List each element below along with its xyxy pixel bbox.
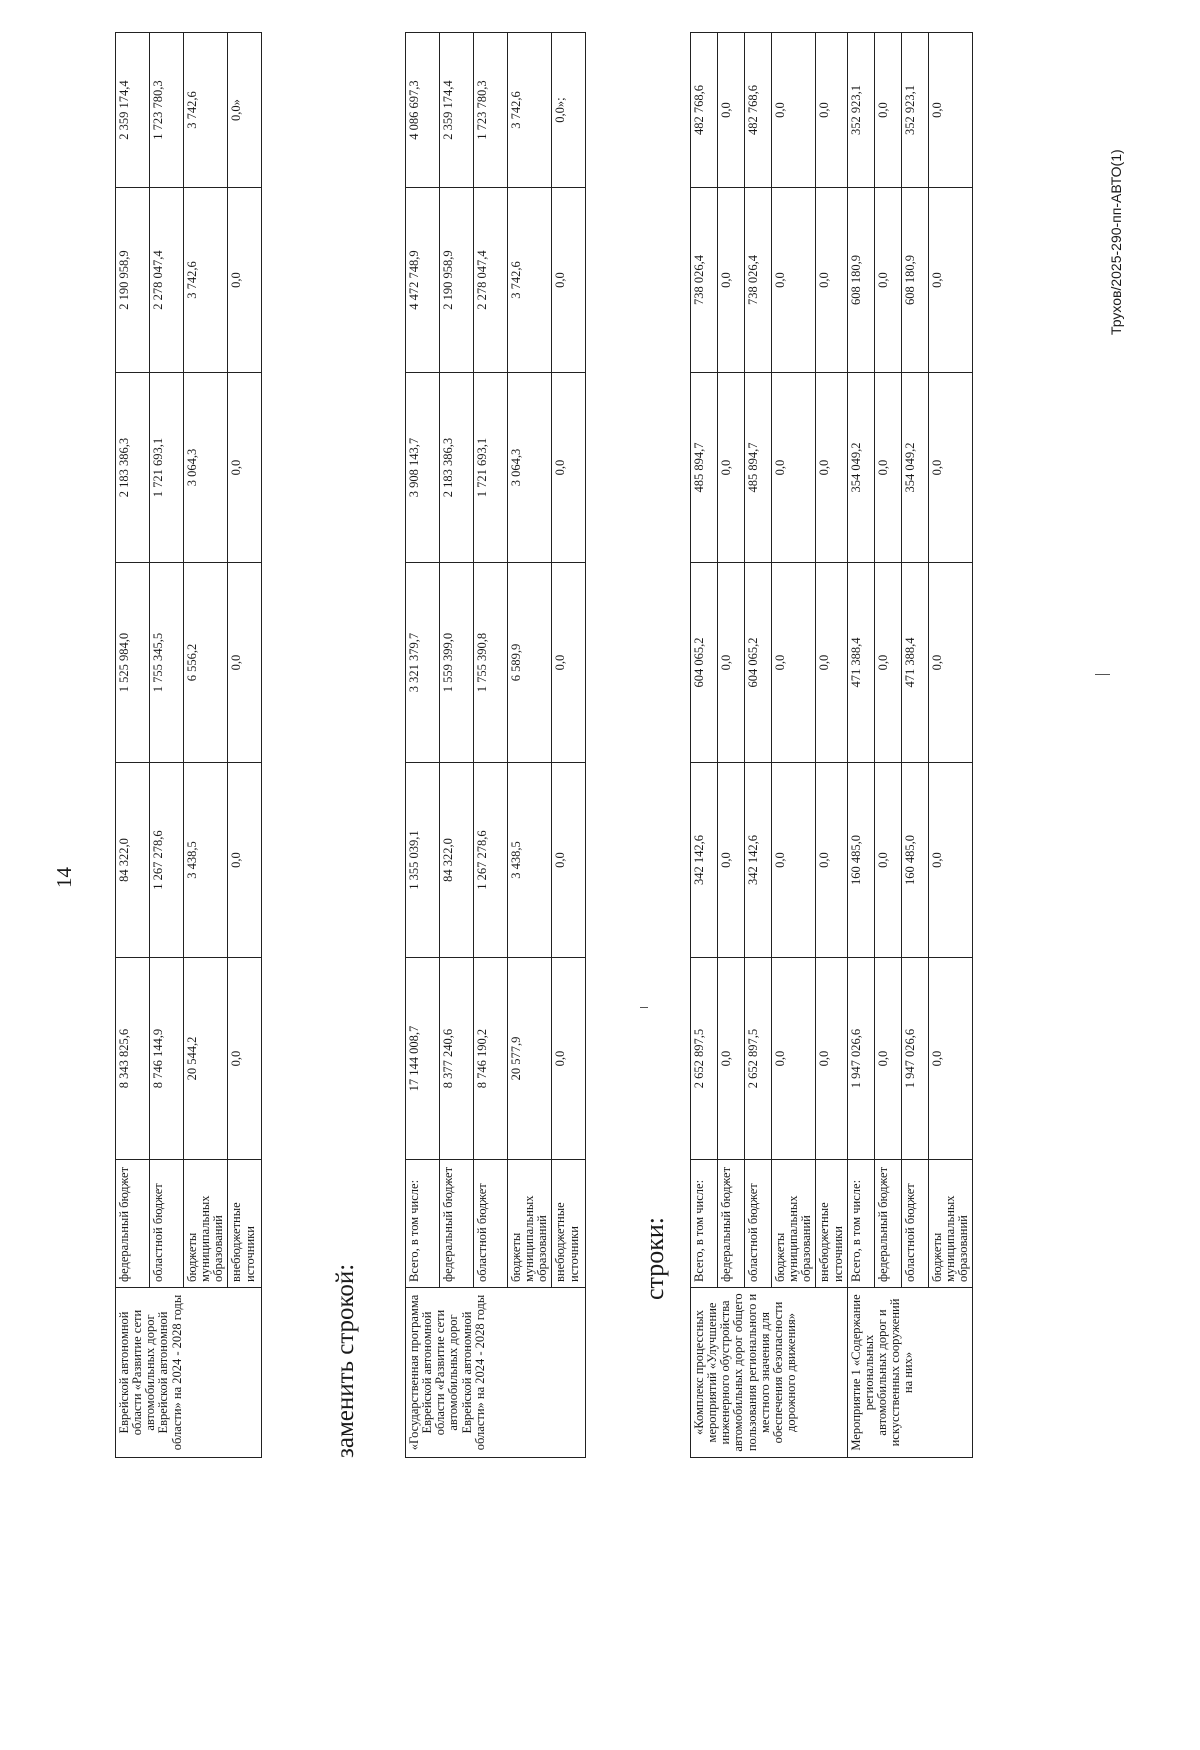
amount-cell: 0,0 (928, 763, 972, 958)
amount-cell: 2 190 958,9 (440, 188, 474, 373)
margin-mark (1095, 674, 1110, 675)
document-code: Трухов/2025-290-пп-АВТО(1) (1108, 149, 1124, 335)
amount-cell: 0,0 (816, 563, 847, 763)
table-row (406, 33, 440, 1458)
amount-cell: 1 723 780,3 (474, 33, 508, 188)
funding-source-cell: Всего, в том числе: (847, 1160, 874, 1288)
amount-cell: 0,0 (718, 373, 745, 563)
amount-cell: 342 142,6 (691, 763, 718, 958)
budget-table-new-rows (690, 32, 973, 1458)
table-row (184, 33, 228, 1458)
amount-cell: 20 544,2 (184, 958, 228, 1160)
table-row (691, 33, 718, 1458)
amount-cell: 2 359 174,4 (440, 33, 474, 188)
amount-cell: 1 525 984,0 (116, 563, 150, 763)
budget-table-previous (115, 32, 262, 1458)
amount-cell: 0,0 (928, 373, 972, 563)
amount-cell: 2 652 897,5 (691, 958, 718, 1160)
amount-cell: 0,0 (874, 373, 901, 563)
amount-cell: 0,0 (228, 188, 262, 373)
amount-cell: 3 742,6 (184, 33, 228, 188)
amount-cell: 0,0 (874, 33, 901, 188)
amount-cell: 354 049,2 (901, 373, 928, 563)
program-name-cell: «Государственная программа Еврейской автономной области «Развитие сети автомобильных дорог Еврейской автономной области» на 2024 - 2028 годы (406, 1288, 586, 1458)
margin-mark-small (640, 1007, 648, 1008)
amount-cell: 0,0 (874, 958, 901, 1160)
amount-cell: 0,0 (772, 958, 816, 1160)
amount-cell: 0,0 (552, 373, 586, 563)
funding-source-cell: областной бюджет (150, 1160, 184, 1288)
table-row (116, 33, 150, 1458)
program-name-cell: Еврейской автономной области «Развитие сети автомобильных дорог Еврейской автономной области» на 2024 - 2028 годы (116, 1288, 262, 1458)
amount-cell: 1 755 345,5 (150, 563, 184, 763)
amount-cell: 482 768,6 (691, 33, 718, 188)
amount-cell: 2 190 958,9 (116, 188, 150, 373)
amount-cell: 1 267 278,6 (474, 763, 508, 958)
funding-source-cell: федеральный бюджет (718, 1160, 745, 1288)
amount-cell: 0,0 (718, 958, 745, 1160)
amount-cell: 471 388,4 (901, 563, 928, 763)
table-row (745, 33, 772, 1458)
amount-cell: 0,0 (228, 763, 262, 958)
amount-cell: 0,0 (552, 958, 586, 1160)
program-name-cell: Мероприятие 1 «Содержание региональных автомобильных дорог и искусственных сооружений на них» (847, 1288, 972, 1458)
amount-cell: 2 278 047,4 (474, 188, 508, 373)
amount-cell: 0,0 (874, 763, 901, 958)
table-row (228, 33, 262, 1458)
amount-cell: 8 746 190,2 (474, 958, 508, 1160)
funding-source-cell: внебюджетные источники (552, 1160, 586, 1288)
amount-cell: 2 183 386,3 (116, 373, 150, 563)
funding-source-cell: федеральный бюджет (874, 1160, 901, 1288)
amount-cell: 0,0 (552, 188, 586, 373)
budget-table-replacement (405, 32, 586, 1458)
table-row (847, 33, 874, 1458)
amount-cell: 354 049,2 (847, 373, 874, 563)
funding-source-cell: федеральный бюджет (440, 1160, 474, 1288)
funding-source-cell: Всего, в том числе: (406, 1160, 440, 1288)
amount-cell: 0,0 (228, 958, 262, 1160)
amount-cell: 0,0 (552, 763, 586, 958)
amount-cell: 8 377 240,6 (440, 958, 474, 1160)
funding-source-cell: областной бюджет (745, 1160, 772, 1288)
amount-cell: 0,0 (772, 373, 816, 563)
amount-cell: 485 894,7 (745, 373, 772, 563)
amount-cell: 0,0»; (552, 33, 586, 188)
amount-cell: 0,0 (816, 188, 847, 373)
funding-source-cell: внебюджетные источники (228, 1160, 262, 1288)
amount-cell: 0,0 (928, 33, 972, 188)
amount-cell: 0,0 (816, 958, 847, 1160)
amount-cell: 0,0 (772, 563, 816, 763)
amount-cell: 0,0 (772, 763, 816, 958)
amount-cell: 0,0 (874, 563, 901, 763)
amount-cell: 3 438,5 (508, 763, 552, 958)
amount-cell: 4 086 697,3 (406, 33, 440, 188)
amount-cell: 160 485,0 (901, 763, 928, 958)
amount-cell: 3 742,6 (508, 188, 552, 373)
heading-rows: строки: (640, 1217, 669, 1300)
amount-cell: 0,0 (228, 373, 262, 563)
amount-cell: 0,0 (552, 563, 586, 763)
table-row (928, 33, 972, 1458)
program-name-cell: «Комплекс процессных мероприятий «Улучшение инженерного обустройства автомобильных дорог общего пользования регионального и местного значения для обеспечения безопасности дорожного движения» (691, 1288, 848, 1458)
amount-cell: 608 180,9 (847, 188, 874, 373)
amount-cell: 604 065,2 (691, 563, 718, 763)
amount-cell: 0,0 (718, 763, 745, 958)
table-row (901, 33, 928, 1458)
amount-cell: 6 589,9 (508, 563, 552, 763)
amount-cell: 3 908 143,7 (406, 373, 440, 563)
amount-cell: 0,0 (816, 763, 847, 958)
funding-source-cell: бюджеты муниципальных образований (508, 1160, 552, 1288)
amount-cell: 0,0 (718, 33, 745, 188)
amount-cell: 3 064,3 (508, 373, 552, 563)
amount-cell: 738 026,4 (691, 188, 718, 373)
funding-source-cell: бюджеты муниципальных образований (928, 1160, 972, 1288)
amount-cell: 4 472 748,9 (406, 188, 440, 373)
amount-cell: 2 359 174,4 (116, 33, 150, 188)
amount-cell: 2 183 386,3 (440, 373, 474, 563)
amount-cell: 1 355 039,1 (406, 763, 440, 958)
amount-cell: 17 144 008,7 (406, 958, 440, 1160)
amount-cell: 0,0 (874, 188, 901, 373)
table-row (474, 33, 508, 1458)
table-row (440, 33, 474, 1458)
amount-cell: 1 559 399,0 (440, 563, 474, 763)
amount-cell: 8 343 825,6 (116, 958, 150, 1160)
amount-cell: 2 652 897,5 (745, 958, 772, 1160)
funding-source-cell: федеральный бюджет (116, 1160, 150, 1288)
amount-cell: 0,0 (228, 563, 262, 763)
amount-cell: 608 180,9 (901, 188, 928, 373)
amount-cell: 1 947 026,6 (847, 958, 874, 1160)
amount-cell: 352 923,1 (901, 33, 928, 188)
table-row (772, 33, 816, 1458)
amount-cell: 0,0 (718, 188, 745, 373)
amount-cell: 1 723 780,3 (150, 33, 184, 188)
amount-cell: 3 438,5 (184, 763, 228, 958)
amount-cell: 0,0 (816, 33, 847, 188)
amount-cell: 3 742,6 (184, 188, 228, 373)
amount-cell: 8 746 144,9 (150, 958, 184, 1160)
amount-cell: 352 923,1 (847, 33, 874, 188)
amount-cell: 342 142,6 (745, 763, 772, 958)
amount-cell: 6 556,2 (184, 563, 228, 763)
amount-cell: 1 721 693,1 (474, 373, 508, 563)
funding-source-cell: бюджеты муниципальных образований (184, 1160, 228, 1288)
amount-cell: 84 322,0 (440, 763, 474, 958)
amount-cell: 0,0 (718, 563, 745, 763)
amount-cell: 3 064,3 (184, 373, 228, 563)
amount-cell: 738 026,4 (745, 188, 772, 373)
table-row (874, 33, 901, 1458)
amount-cell: 160 485,0 (847, 763, 874, 958)
funding-source-cell: Всего, в том числе: (691, 1160, 718, 1288)
amount-cell: 0,0 (772, 188, 816, 373)
amount-cell: 0,0 (928, 188, 972, 373)
heading-replace-with-row: заменить строкой: (332, 1263, 359, 1458)
amount-cell: 20 577,9 (508, 958, 552, 1160)
amount-cell: 471 388,4 (847, 563, 874, 763)
table-row (508, 33, 552, 1458)
page-number: 14 (52, 867, 76, 888)
funding-source-cell: областной бюджет (474, 1160, 508, 1288)
amount-cell: 1 755 390,8 (474, 563, 508, 763)
table-row (816, 33, 847, 1458)
amount-cell: 0,0 (928, 563, 972, 763)
funding-source-cell: областной бюджет (901, 1160, 928, 1288)
amount-cell: 3 321 379,7 (406, 563, 440, 763)
table-row (150, 33, 184, 1458)
funding-source-cell: бюджеты муниципальных образований (772, 1160, 816, 1288)
amount-cell: 604 065,2 (745, 563, 772, 763)
amount-cell: 0,0» (228, 33, 262, 188)
amount-cell: 0,0 (928, 958, 972, 1160)
amount-cell: 1 947 026,6 (901, 958, 928, 1160)
amount-cell: 0,0 (816, 373, 847, 563)
amount-cell: 3 742,6 (508, 33, 552, 188)
amount-cell: 485 894,7 (691, 373, 718, 563)
amount-cell: 1 267 278,6 (150, 763, 184, 958)
table-row (552, 33, 586, 1458)
amount-cell: 0,0 (772, 33, 816, 188)
amount-cell: 84 322,0 (116, 763, 150, 958)
amount-cell: 2 278 047,4 (150, 188, 184, 373)
amount-cell: 1 721 693,1 (150, 373, 184, 563)
funding-source-cell: внебюджетные источники (816, 1160, 847, 1288)
amount-cell: 482 768,6 (745, 33, 772, 188)
table-row (718, 33, 745, 1458)
